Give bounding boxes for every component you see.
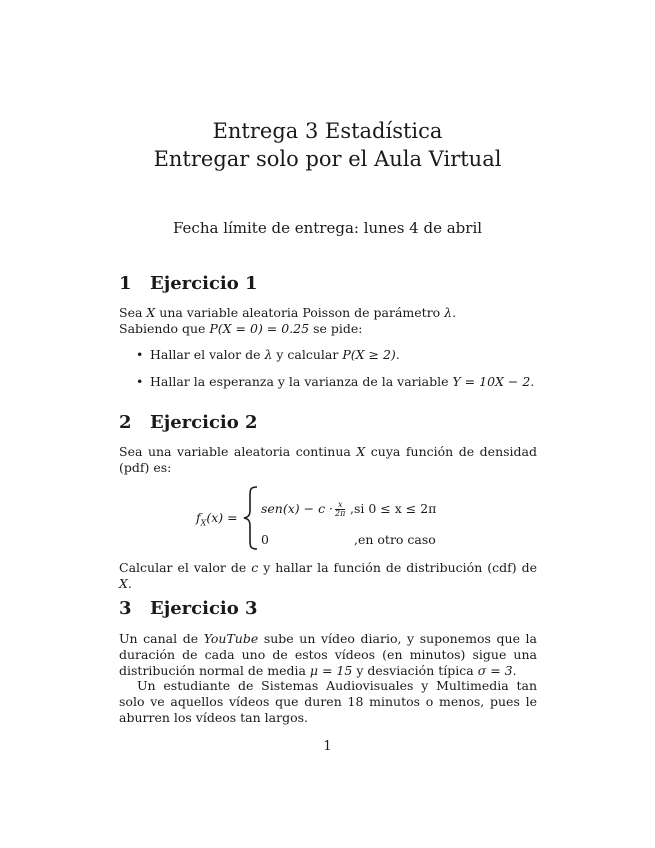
math-var: λ [264,347,273,362]
text: . [530,374,535,389]
ex3-paragraph-2: Un estudiante de Sistemas Audiovisuales y Multimedia tan solo ve aquellos vídeos que duren 18 minutos o menos, pues le aburren los vídeos tan largos. [119,678,537,725]
deadline-text: Fecha límite de entrega: lunes 4 de abril [172,219,483,237]
math-expr: σ = 3 [477,663,513,678]
section-heading-3 [119,598,258,619]
ex2-task [119,560,537,592]
math-var: X [146,305,156,320]
page-number: 1 [323,739,332,754]
fraction-denominator: 2π [335,509,346,518]
title-line-2: Entregar solo por el Aula Virtual [153,147,502,171]
ex2-intro [119,444,537,476]
pdf-case-2-expr: 0 [261,532,269,547]
text: . [512,663,517,678]
math-subscript: X [200,518,207,528]
bullet-icon: • [136,347,144,362]
text: Sea una variable aleatoria continua [119,444,357,459]
brand-name: YouTube [203,631,259,646]
ex1-bullet-1 [136,347,400,363]
pdf-case-2-condition: ,en otro caso [354,532,436,547]
text: se pide: [309,321,363,336]
text: una variable aleatoria Poisson de parámetro [155,305,445,320]
section-heading-2 [119,412,258,433]
math-expr: μ = 15 [309,663,353,678]
math-expr: sen(x) − c · [261,501,334,516]
math-var: c [251,560,259,575]
math-expr: (x) = [206,510,238,525]
text: . [452,305,457,320]
fraction [335,501,345,518]
text: cuya función de densidad (pdf) es: [119,444,537,475]
math-var: X [119,576,128,591]
math-var: f [196,510,201,525]
section-number: 2 [119,412,132,433]
text: Calcular el valor de [119,560,252,575]
section-title: Ejercicio 2 [150,412,258,433]
pdf-case-1-condition: ,si 0 ≤ x ≤ 2π [350,501,437,516]
fraction-numerator: x [335,501,345,510]
text: Sea [119,305,147,320]
ex1-bullet-2 [136,374,534,390]
section-title: Ejercicio 3 [150,598,258,619]
section-heading-1 [119,273,258,294]
section-title: Ejercicio 1 [150,273,258,294]
text: sube un vídeo diario, y suponemos que la duración de cada uno de estos vídeos (en minutos) sigue una distribución normal de media [119,631,538,678]
math-var: X [356,444,366,459]
text: . [395,347,400,362]
section-number: 1 [119,273,132,294]
title-line-1: Entrega 3 Estadística [212,119,443,143]
math-var: λ [444,305,453,320]
left-brace-icon [243,486,259,550]
math-expr: Y = 10X − 2 [452,374,531,389]
text: Hallar la esperanza y la varianza de la variable [150,374,453,389]
math-expr: P(X = 0) = 0.25 [209,321,310,336]
text: . [127,576,132,591]
text: y hallar la función de distribución (cdf) de [258,560,537,575]
text: y desviación típica [352,663,478,678]
ex3-paragraph-1 [119,631,537,679]
text: Un canal de [119,631,204,646]
section-number: 3 [119,598,132,619]
math-expr: P(X ≥ 2) [342,347,396,362]
text: Hallar el valor de [150,347,265,362]
pdf-case-1-expr [261,501,347,518]
bullet-icon: • [136,374,144,389]
pdf-lhs [196,510,238,528]
ex1-paragraph [119,305,537,337]
text: y calcular [272,347,343,362]
text: Sabiendo que [119,321,210,336]
